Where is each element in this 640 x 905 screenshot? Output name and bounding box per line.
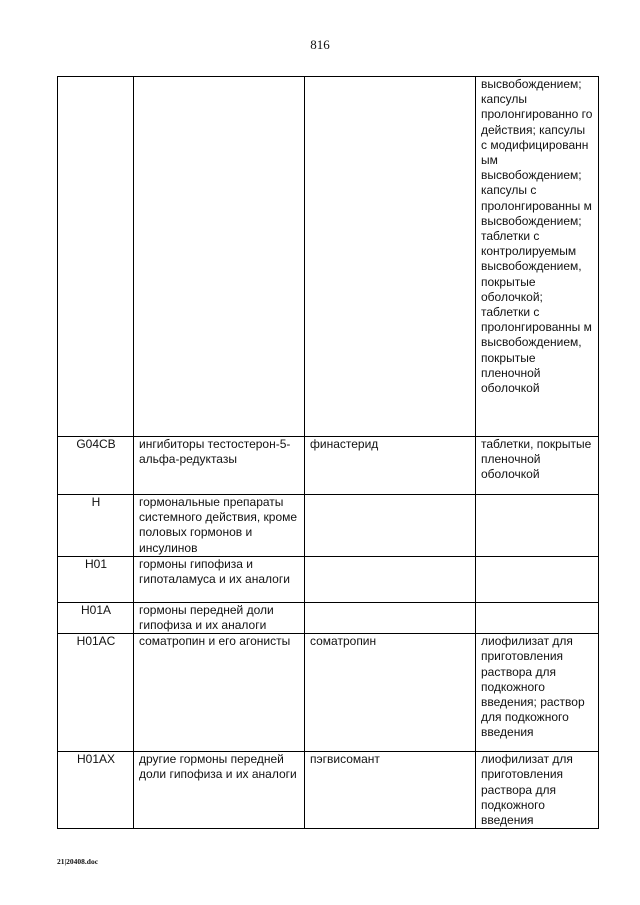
inn-cell: финастерид [305, 437, 476, 495]
group-cell: ингибиторы тестостерон-5-альфа-редуктазы [134, 437, 305, 495]
table-row [58, 556, 599, 602]
dosage-form-cell: лиофилизат для приготовления раствора для подкожного введения [476, 752, 599, 829]
inn-cell [305, 77, 476, 437]
atc-code-cell: H01A [58, 602, 134, 633]
group-cell [134, 77, 305, 437]
dosage-form-cell [476, 495, 599, 557]
inn-cell [305, 556, 476, 602]
drug-table [57, 76, 599, 829]
table-row [58, 437, 599, 495]
atc-code-cell: H01AX [58, 752, 134, 829]
dosage-form-cell [476, 602, 599, 633]
table-row [58, 495, 599, 557]
atc-code-cell: G04CB [58, 437, 134, 495]
inn-cell [305, 495, 476, 557]
atc-code-cell: H [58, 495, 134, 557]
atc-code-cell: H01AC [58, 634, 134, 752]
footer-file-name: 21|20408.doc [57, 857, 99, 866]
dosage-form-cell [476, 556, 599, 602]
atc-code-cell [58, 77, 134, 437]
group-cell: гормоны передней доли гипофиза и их аналоги [134, 602, 305, 633]
table-row [58, 752, 599, 829]
table-row [58, 77, 599, 437]
group-cell: гормональные препараты системного действия, кроме половых гормонов и инсулинов [134, 495, 305, 557]
table-row [58, 634, 599, 752]
dosage-form-cell: высвобождением; капсулы пролонгированно го действия; капсулы с модифицированн ым высвобождением; капсулы с пролонгированны м высвобождением; таблетки с контролируемым высвобождением, покрытые оболочкой; таблетки с пролонгированны м высвобождением, покрытые пленочной оболочкой [476, 77, 599, 437]
atc-code-cell: H01 [58, 556, 134, 602]
dosage-form-cell: таблетки, покрытые пленочной оболочкой [476, 437, 599, 495]
table-row [58, 602, 599, 633]
inn-cell: соматропин [305, 634, 476, 752]
dosage-form-cell: лиофилизат для приготовления раствора для подкожного введения; раствор для подкожного введения [476, 634, 599, 752]
page-number: 816 [310, 37, 330, 52]
inn-cell [305, 602, 476, 633]
group-cell: другие гормоны передней доли гипофиза и их аналоги [134, 752, 305, 829]
group-cell: гормоны гипофиза и гипоталамуса и их аналоги [134, 556, 305, 602]
group-cell: соматропин и его агонисты [134, 634, 305, 752]
inn-cell: пэгвисомант [305, 752, 476, 829]
